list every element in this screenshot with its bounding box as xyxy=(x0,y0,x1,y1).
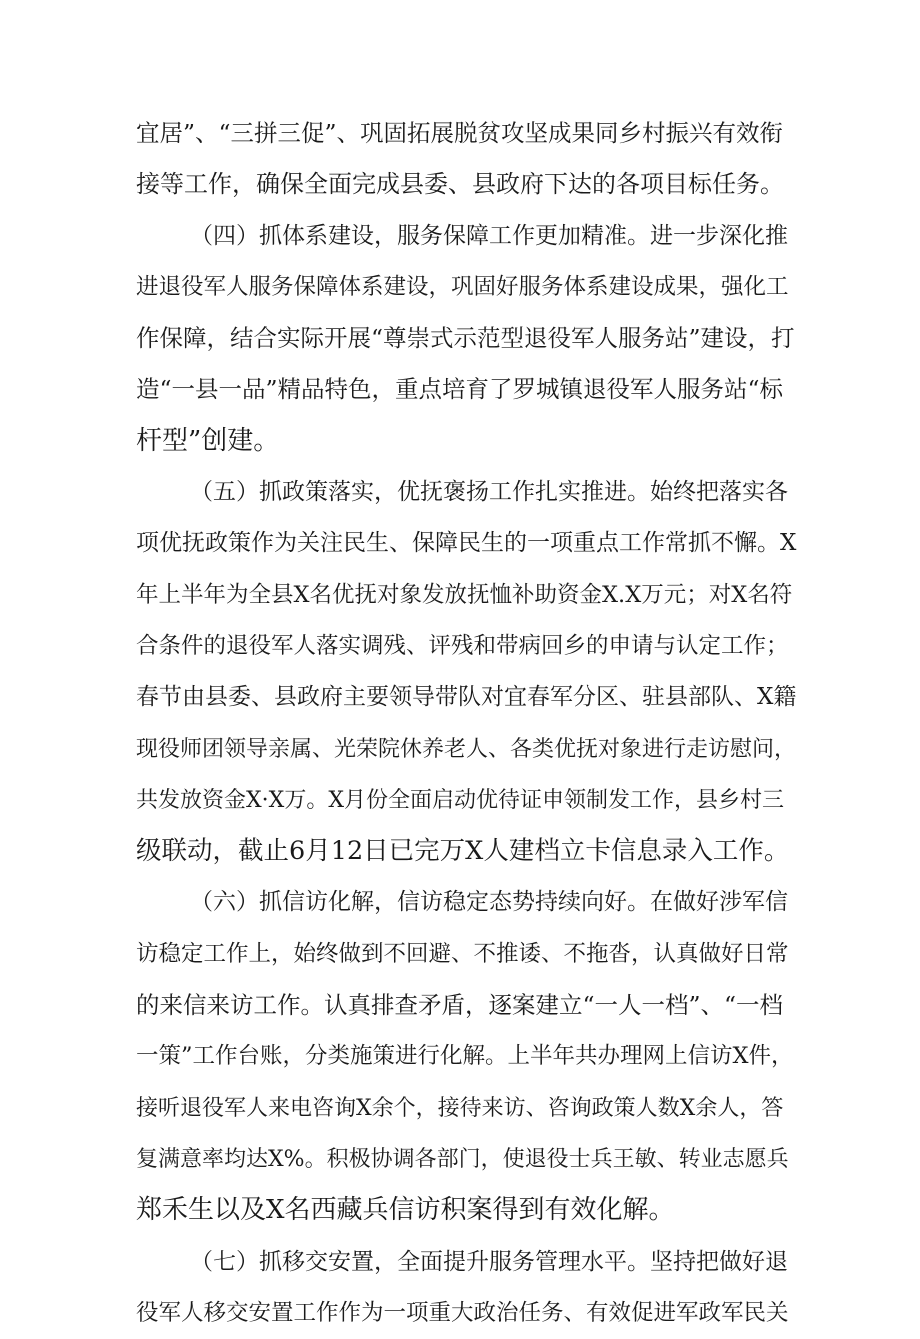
text-line: 接等工作，确保全面完成县委、县政府下达的各项目标任务。 xyxy=(136,170,784,199)
section-heading-line: （四）抓体系建设，服务保障工作更加精准。进一步深化推 xyxy=(190,222,788,249)
text-line: 郑禾生以及X名西藏兵信访积案得到有效化解。 xyxy=(136,1195,675,1226)
section-heading-line: （五）抓政策落实，优抚褒扬工作扎实推进。始终把落实各 xyxy=(190,479,788,506)
text-line: 进退役军人服务保障体系建设，巩固好服务体系建设成果，强化工 xyxy=(136,273,789,300)
section-heading-line: （七）抓移交安置，全面提升服务管理水平。坚持把做好退 xyxy=(190,1248,788,1275)
text-line: 一策”工作台账，分类施策进行化解。上半年共办理网上信访X件， xyxy=(136,1043,794,1070)
document-body xyxy=(136,108,796,1339)
text-line: 役军人移交安置工作作为一项重大政治任务、有效促进军政军民关 xyxy=(136,1299,789,1326)
text-line: 宜居”、“三拼三促”、巩固拓展脱贫攻坚成果同乡村振兴有效衔 xyxy=(136,119,784,147)
text-line: 杆型”创建。 xyxy=(136,425,280,456)
text-line: 共发放资金X·X万。X月份全面启动优待证申领制发工作，县乡村三 xyxy=(136,787,784,813)
text-line: 年上半年为全县X名优抚对象发放抚恤补助资金X.X万元；对X名符 xyxy=(136,581,793,608)
text-line: 造“一县一品”精品特色，重点培育了罗城镇退役军人服务站“标 xyxy=(136,375,784,404)
text-line: 访稳定工作上，始终做到不回避、不推诿、不拖沓，认真做好日常 xyxy=(136,940,789,967)
text-line: 作保障，结合实际开展“尊崇式示范型退役军人服务站”建设，打 xyxy=(136,324,795,353)
text-line: 的来信来访工作。认真排查矛盾，逐案建立“一人一档”、“一档 xyxy=(136,991,784,1020)
text-line: 接听退役军人来电咨询X余个，接待来访、咨询政策人数X余人，答 xyxy=(136,1095,784,1121)
text-line: 合条件的退役军人落实调残、评残和带病回乡的申请与认定工作； xyxy=(136,632,789,659)
section-heading-line: （六）抓信访化解，信访稳定态势持续向好。在做好涉军信 xyxy=(190,889,788,916)
text-line: 春节由县委、县政府主要领导带队对宜春军分区、驻县部队、X籍 xyxy=(136,684,797,711)
text-line: 复满意率均达X%。积极协调各部门，使退役士兵王敏、转业志愿兵 xyxy=(136,1146,789,1172)
text-line: 现役师团领导亲属、光荣院休养老人、各类优抚对象进行走访慰问， xyxy=(136,736,797,762)
text-line: 项优抚政策作为关注民生、保障民生的一项重点工作常抓不懈。X xyxy=(136,530,797,557)
text-line: 级联动，截止6月12日已完万X人建档立卡信息录入工作。 xyxy=(136,836,790,867)
